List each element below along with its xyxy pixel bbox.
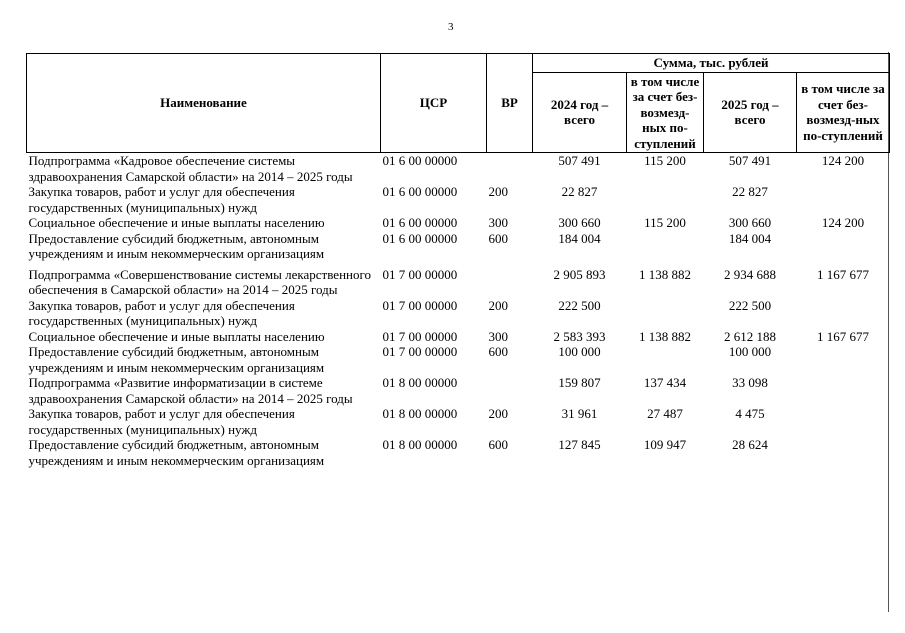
row-2025-total: 33 098 [732, 375, 768, 390]
row-csr: 01 6 00 00000 [382, 215, 458, 230]
table-row [27, 298, 890, 329]
row-2025-total: 28 624 [732, 437, 768, 452]
row-2024-grant: 115 200 [644, 215, 686, 230]
row-2024-grant [627, 231, 704, 262]
row-2024-total: 31 961 [561, 406, 598, 421]
row-2025-grant [797, 344, 890, 375]
header-name: Наименование [27, 54, 381, 153]
row-csr: 01 8 00 00000 [382, 406, 458, 421]
row-2025-total: 100 000 [728, 344, 772, 359]
row-2024-total: 22 827 [561, 184, 598, 199]
row-2024-total: 159 807 [558, 375, 601, 390]
row-2024-total: 507 491 [558, 153, 601, 168]
row-2025-grant [797, 231, 890, 262]
row-vr [487, 153, 533, 185]
row-2024-grant: 109 947 [643, 437, 687, 452]
row-2024-grant [627, 184, 704, 215]
table-row [27, 329, 890, 345]
row-vr [487, 375, 533, 406]
row-2024-grant: 27 487 [647, 406, 683, 421]
table-row [27, 344, 890, 375]
row-vr: 600 [488, 230, 508, 246]
row-vr: 600 [488, 344, 508, 359]
header-2024-grant: в том числе за счет без-возмезд-ных по-ступлений [627, 72, 704, 153]
table-row [27, 437, 890, 468]
row-2024-grant: 1 138 882 [639, 266, 691, 282]
row-csr: 01 6 00 00000 [382, 184, 458, 199]
row-2025-grant: 1 167 677 [817, 266, 869, 282]
row-name: Закупка товаров, работ и услуг для обеспечения государственных (муниципальных) нужд [28, 406, 295, 437]
table-row [27, 375, 890, 406]
table-row [27, 153, 890, 185]
row-name: Социальное обеспечение и иные выплаты населению [28, 328, 325, 344]
table-row [27, 231, 890, 262]
row-name: Подпрограмма «Развитие информатизации в системе здравоохранения Самарской области» на 2014 – 2025 годы [28, 375, 353, 406]
row-2025-total: 184 004 [728, 230, 772, 246]
header-vr: ВР [487, 54, 533, 153]
row-csr: 01 7 00 00000 [382, 297, 458, 313]
header-2025-grant: в том числе за счет без-возмезд-ных по-ступлений [797, 72, 890, 153]
table-row [27, 262, 890, 298]
row-2024-grant [627, 344, 704, 375]
row-csr: 01 8 00 00000 [382, 375, 458, 390]
row-vr: 200 [488, 297, 508, 313]
budget-table [26, 53, 890, 468]
page-number: 3 [448, 21, 454, 33]
row-2025-grant [797, 406, 890, 437]
row-vr: 300 [488, 215, 508, 230]
row-2025-grant: 124 200 [821, 215, 865, 230]
row-csr: 01 8 00 00000 [382, 437, 458, 452]
row-2024-total: 184 004 [558, 230, 601, 246]
row-2025-grant [797, 437, 890, 468]
row-2025-total: 2 934 688 [724, 266, 776, 282]
table-row [27, 406, 890, 437]
row-2024-grant: 1 138 882 [639, 328, 691, 344]
row-name: Подпрограмма «Совершенствование системы лекарственного обеспечения в Самарской области» на 2014 – 2025 годы [28, 266, 371, 297]
row-name: Закупка товаров, работ и услуг для обеспечения государственных (муниципальных) нужд [28, 297, 295, 328]
row-2024-total: 222 500 [558, 297, 601, 313]
row-2024-total: 2 905 893 [553, 266, 606, 282]
row-csr: 01 6 00 00000 [382, 230, 458, 246]
header-csr: ЦСР [381, 54, 487, 153]
row-csr: 01 6 00 00000 [382, 153, 458, 168]
row-2024-total: 127 845 [558, 437, 601, 452]
row-csr: 01 7 00 00000 [382, 344, 458, 359]
row-vr: 200 [488, 406, 508, 421]
row-csr: 01 7 00 00000 [382, 266, 458, 282]
row-name: Предоставление субсидий бюджетным, автономным учреждениям и иным некоммерческим организациям [28, 344, 325, 375]
row-2025-total: 22 827 [732, 184, 768, 199]
row-2025-grant: 124 200 [821, 153, 865, 168]
table-row [27, 215, 890, 231]
row-2025-grant [797, 298, 890, 329]
row-2025-grant: 1 167 677 [817, 328, 869, 344]
row-vr: 600 [488, 437, 508, 452]
row-2024-grant [627, 298, 704, 329]
row-name: Социальное обеспечение и иные выплаты населению [28, 215, 325, 230]
header-sum: Сумма, тыс. рублей [533, 54, 890, 73]
row-vr: 200 [488, 184, 508, 199]
row-2025-total: 2 612 188 [724, 328, 776, 344]
table-body [27, 153, 890, 469]
row-vr: 300 [488, 328, 508, 344]
table-header [27, 54, 890, 153]
row-2024-total: 300 660 [558, 215, 601, 230]
row-2025-total: 300 660 [728, 215, 772, 230]
row-vr [487, 262, 533, 298]
table-row [27, 184, 890, 215]
row-2024-grant: 137 434 [643, 375, 687, 390]
row-2025-grant [797, 375, 890, 406]
header-2024-total: 2024 год – всего [533, 72, 627, 153]
row-name: Предоставление субсидий бюджетным, автономным учреждениям и иным некоммерческим организациям [28, 437, 325, 468]
header-2025-total: 2025 год – всего [704, 72, 797, 153]
row-2025-total: 4 475 [735, 406, 765, 421]
row-name: Предоставление субсидий бюджетным, автономным учреждениям и иным некоммерческим организациям [28, 230, 325, 261]
row-2025-total: 222 500 [728, 297, 772, 313]
row-2024-grant: 115 200 [644, 153, 686, 168]
row-name: Подпрограмма «Кадровое обеспечение системы здравоохранения Самарской области» на 2014 – 2025 годы [28, 153, 353, 184]
row-csr: 01 7 00 00000 [382, 328, 458, 344]
row-2024-total: 100 000 [558, 344, 601, 359]
row-name: Закупка товаров, работ и услуг для обеспечения государственных (муниципальных) нужд [28, 184, 295, 215]
row-2025-grant [797, 184, 890, 215]
row-2025-total: 507 491 [728, 153, 772, 168]
row-2024-total: 2 583 393 [553, 328, 606, 344]
